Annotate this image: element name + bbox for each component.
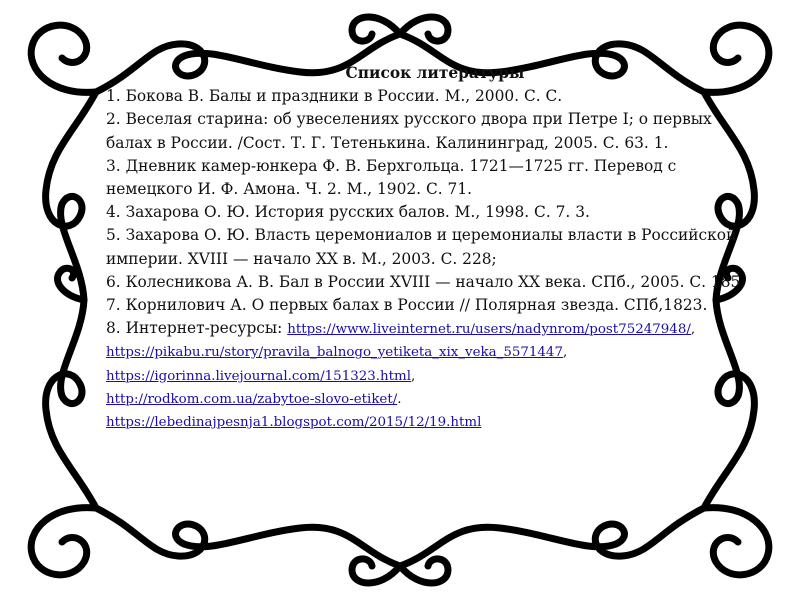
link-separator: . xyxy=(397,391,402,407)
reference-item-4: 4. Захарова О. Ю. История русских балов. М., 1998. С. 7. 3. xyxy=(106,203,590,222)
top-center-ornament xyxy=(352,17,448,41)
left-border-line xyxy=(46,92,96,508)
link-pikabu[interactable]: https://pikabu.ru/story/pravila_balnogo_yetiketa_xix_veka_5571447 xyxy=(106,345,563,361)
reference-item-5: 5. Захарова О. Ю. Власть церемониалов и церемониалы власти в Российской империи. XVIII — начало XX в. М., 2003. С. 228; xyxy=(106,226,737,268)
corner-scroll-bottom-left xyxy=(31,508,96,575)
link-blogspot[interactable]: https://lebedinajpesnja1.blogspot.com/2015/12/19.html xyxy=(106,415,482,431)
page-title: Список литературы xyxy=(345,64,525,82)
bottom-border-line xyxy=(96,508,704,566)
reference-item-6: 6. Колесникова А. В. Бал в России XVIII — начало XX века. СПб., 2005. С. 185. xyxy=(106,272,746,291)
corner-scroll-bottom-right xyxy=(704,508,769,575)
link-rodkom[interactable]: http://rodkom.com.ua/zabytoe-slovo-etiket/ xyxy=(106,391,398,407)
link-separator: , xyxy=(562,345,568,361)
bottom-center-ornament xyxy=(352,559,448,583)
reference-item-1: 1. Бокова В. Балы и праздники в России. М., 2000. С. С. xyxy=(106,87,563,106)
reference-item-7: 7. Корнилович А. О первых балах в России // Полярная звезда. СПб,1823. xyxy=(106,296,708,315)
corner-scroll-top-left xyxy=(31,25,96,92)
link-liveinternet[interactable]: https://www.liveinternet.ru/users/nadynrom/post75247948/ xyxy=(287,322,691,338)
internet-resources xyxy=(106,317,746,434)
link-livejournal[interactable]: https://igorinna.livejournal.com/151323.html xyxy=(106,368,412,384)
reference-item-2: 2. Веселая старина: об увеселениях русского двора при Петре I; о первых балах в России. /Сост. Т. Г. Тетенькина. Калининград, 2005. С. 63. 1. xyxy=(106,110,712,152)
bibliography xyxy=(106,62,746,434)
internet-resources-label: 8. Интернет-ресурсы: xyxy=(106,319,288,338)
link-separator: , xyxy=(411,368,416,384)
link-separator: , xyxy=(690,322,696,338)
reference-item-3: 3. Дневник камер-юнкера Ф. В. Берхгольца. 1721—1725 гг. Перевод с немецкого И. Ф. Амона. Ч. 2. М., 1902. С. 71. xyxy=(106,156,677,199)
